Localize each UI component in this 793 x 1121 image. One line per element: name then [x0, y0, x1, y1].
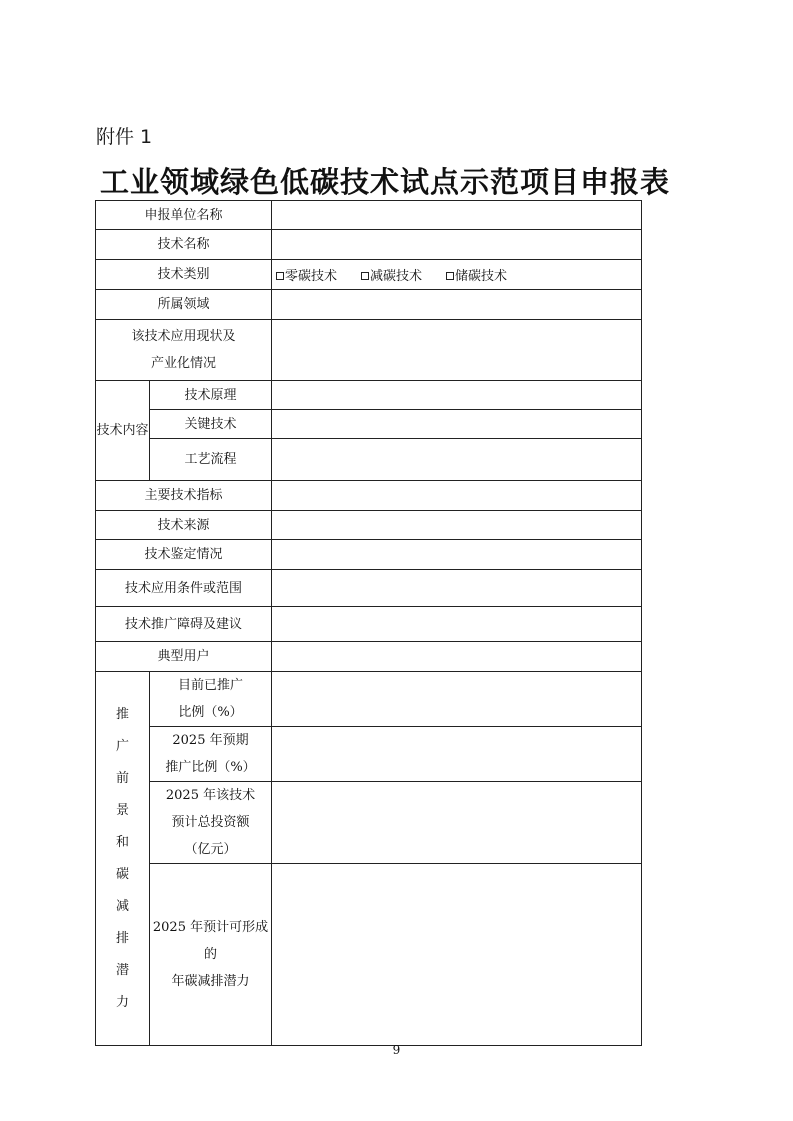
label-line: 2025 年预期: [172, 733, 249, 748]
application-form-table: [95, 200, 642, 1046]
field-source[interactable]: [272, 511, 642, 540]
label-status-line2: 产业化情况: [151, 356, 217, 371]
field-tech-type: [272, 260, 642, 290]
field-target-ratio[interactable]: [272, 727, 642, 782]
label-conditions: 技术应用条件或范围: [96, 570, 272, 607]
field-conditions[interactable]: [272, 570, 642, 607]
option-label: 减碳技术: [370, 269, 423, 284]
vertical-char: 前: [115, 770, 129, 786]
row-applicant: [96, 201, 642, 230]
field-key-tech[interactable]: [272, 410, 642, 439]
vertical-char: 力: [115, 994, 129, 1010]
vertical-char: 景: [115, 802, 129, 818]
row-status: [96, 320, 642, 381]
checkbox-icon[interactable]: [446, 272, 454, 280]
label-applicant: 申报单位名称: [96, 201, 272, 230]
field-reduction[interactable]: [272, 864, 642, 1046]
row-indicators: [96, 481, 642, 511]
field-current-ratio[interactable]: [272, 672, 642, 727]
label-line: （亿元）: [184, 842, 237, 857]
label-field: 所属领域: [96, 290, 272, 320]
row-source: [96, 511, 642, 540]
row-process: [96, 439, 642, 481]
row-tech-type: [96, 260, 642, 290]
option-label: 储碳技术: [455, 269, 508, 284]
row-conditions: [96, 570, 642, 607]
label-line: 推广比例（%）: [165, 760, 256, 775]
field-investment[interactable]: [272, 782, 642, 864]
row-current-ratio: [96, 672, 642, 727]
field-indicators[interactable]: [272, 481, 642, 511]
vertical-char: 和: [115, 834, 129, 850]
field-status[interactable]: [272, 320, 642, 381]
label-principle: 技术原理: [150, 381, 272, 410]
option-zero-carbon[interactable]: [276, 265, 337, 284]
vertical-char: 排: [115, 930, 129, 946]
row-field: [96, 290, 642, 320]
label-line: 年碳减排潜力: [171, 974, 250, 989]
label-status: [96, 320, 272, 381]
label-line: 2025 年该技术: [165, 788, 256, 803]
field-field[interactable]: [272, 290, 642, 320]
vertical-char: 推: [115, 706, 129, 722]
label-status-line1: 该技术应用现状及: [131, 329, 236, 344]
label-line: 2025 年预计可形成的: [152, 920, 269, 962]
checkbox-icon[interactable]: [276, 272, 284, 280]
field-process[interactable]: [272, 439, 642, 481]
row-key-tech: [96, 410, 642, 439]
attachment-label: 附件 1: [96, 126, 153, 148]
checkbox-icon[interactable]: [361, 272, 369, 280]
label-barriers: 技术推广障碍及建议: [96, 607, 272, 642]
label-users: 典型用户: [96, 642, 272, 672]
vertical-char: 碳: [115, 866, 129, 882]
field-barriers[interactable]: [272, 607, 642, 642]
label-prospect-group: [96, 672, 150, 1046]
label-reduction: [150, 864, 272, 1046]
row-investment: [96, 782, 642, 864]
field-users[interactable]: [272, 642, 642, 672]
label-indicators: 主要技术指标: [96, 481, 272, 511]
label-line: 预计总投资额: [171, 815, 250, 830]
field-tech-name[interactable]: [272, 230, 642, 260]
label-source: 技术来源: [96, 511, 272, 540]
label-tech-content-group: 技术内容: [96, 381, 150, 481]
label-target-ratio: [150, 727, 272, 782]
field-applicant[interactable]: [272, 201, 642, 230]
row-appraisal: [96, 540, 642, 570]
form-title: 工业领域绿色低碳技术试点示范项目申报表: [100, 165, 671, 199]
row-tech-name: [96, 230, 642, 260]
row-barriers: [96, 607, 642, 642]
label-current-ratio: [150, 672, 272, 727]
row-target-ratio: [96, 727, 642, 782]
label-key-tech: 关键技术: [150, 410, 272, 439]
label-tech-name: 技术名称: [96, 230, 272, 260]
field-principle[interactable]: [272, 381, 642, 410]
page-number: 9: [392, 1043, 401, 1057]
label-investment: [150, 782, 272, 864]
option-reduce-carbon[interactable]: [361, 265, 422, 284]
option-label: 零碳技术: [285, 269, 338, 284]
label-tech-type: 技术类别: [96, 260, 272, 290]
vertical-char: 广: [115, 738, 129, 754]
row-principle: [96, 381, 642, 410]
vertical-char: 减: [115, 898, 129, 914]
row-users: [96, 642, 642, 672]
label-process: 工艺流程: [150, 439, 272, 481]
label-appraisal: 技术鉴定情况: [96, 540, 272, 570]
label-line: 目前已推广: [178, 678, 244, 693]
label-line: 比例（%）: [178, 705, 243, 720]
row-reduction: [96, 864, 642, 1046]
field-appraisal[interactable]: [272, 540, 642, 570]
vertical-char: 潜: [115, 962, 129, 978]
option-store-carbon[interactable]: [446, 265, 507, 284]
